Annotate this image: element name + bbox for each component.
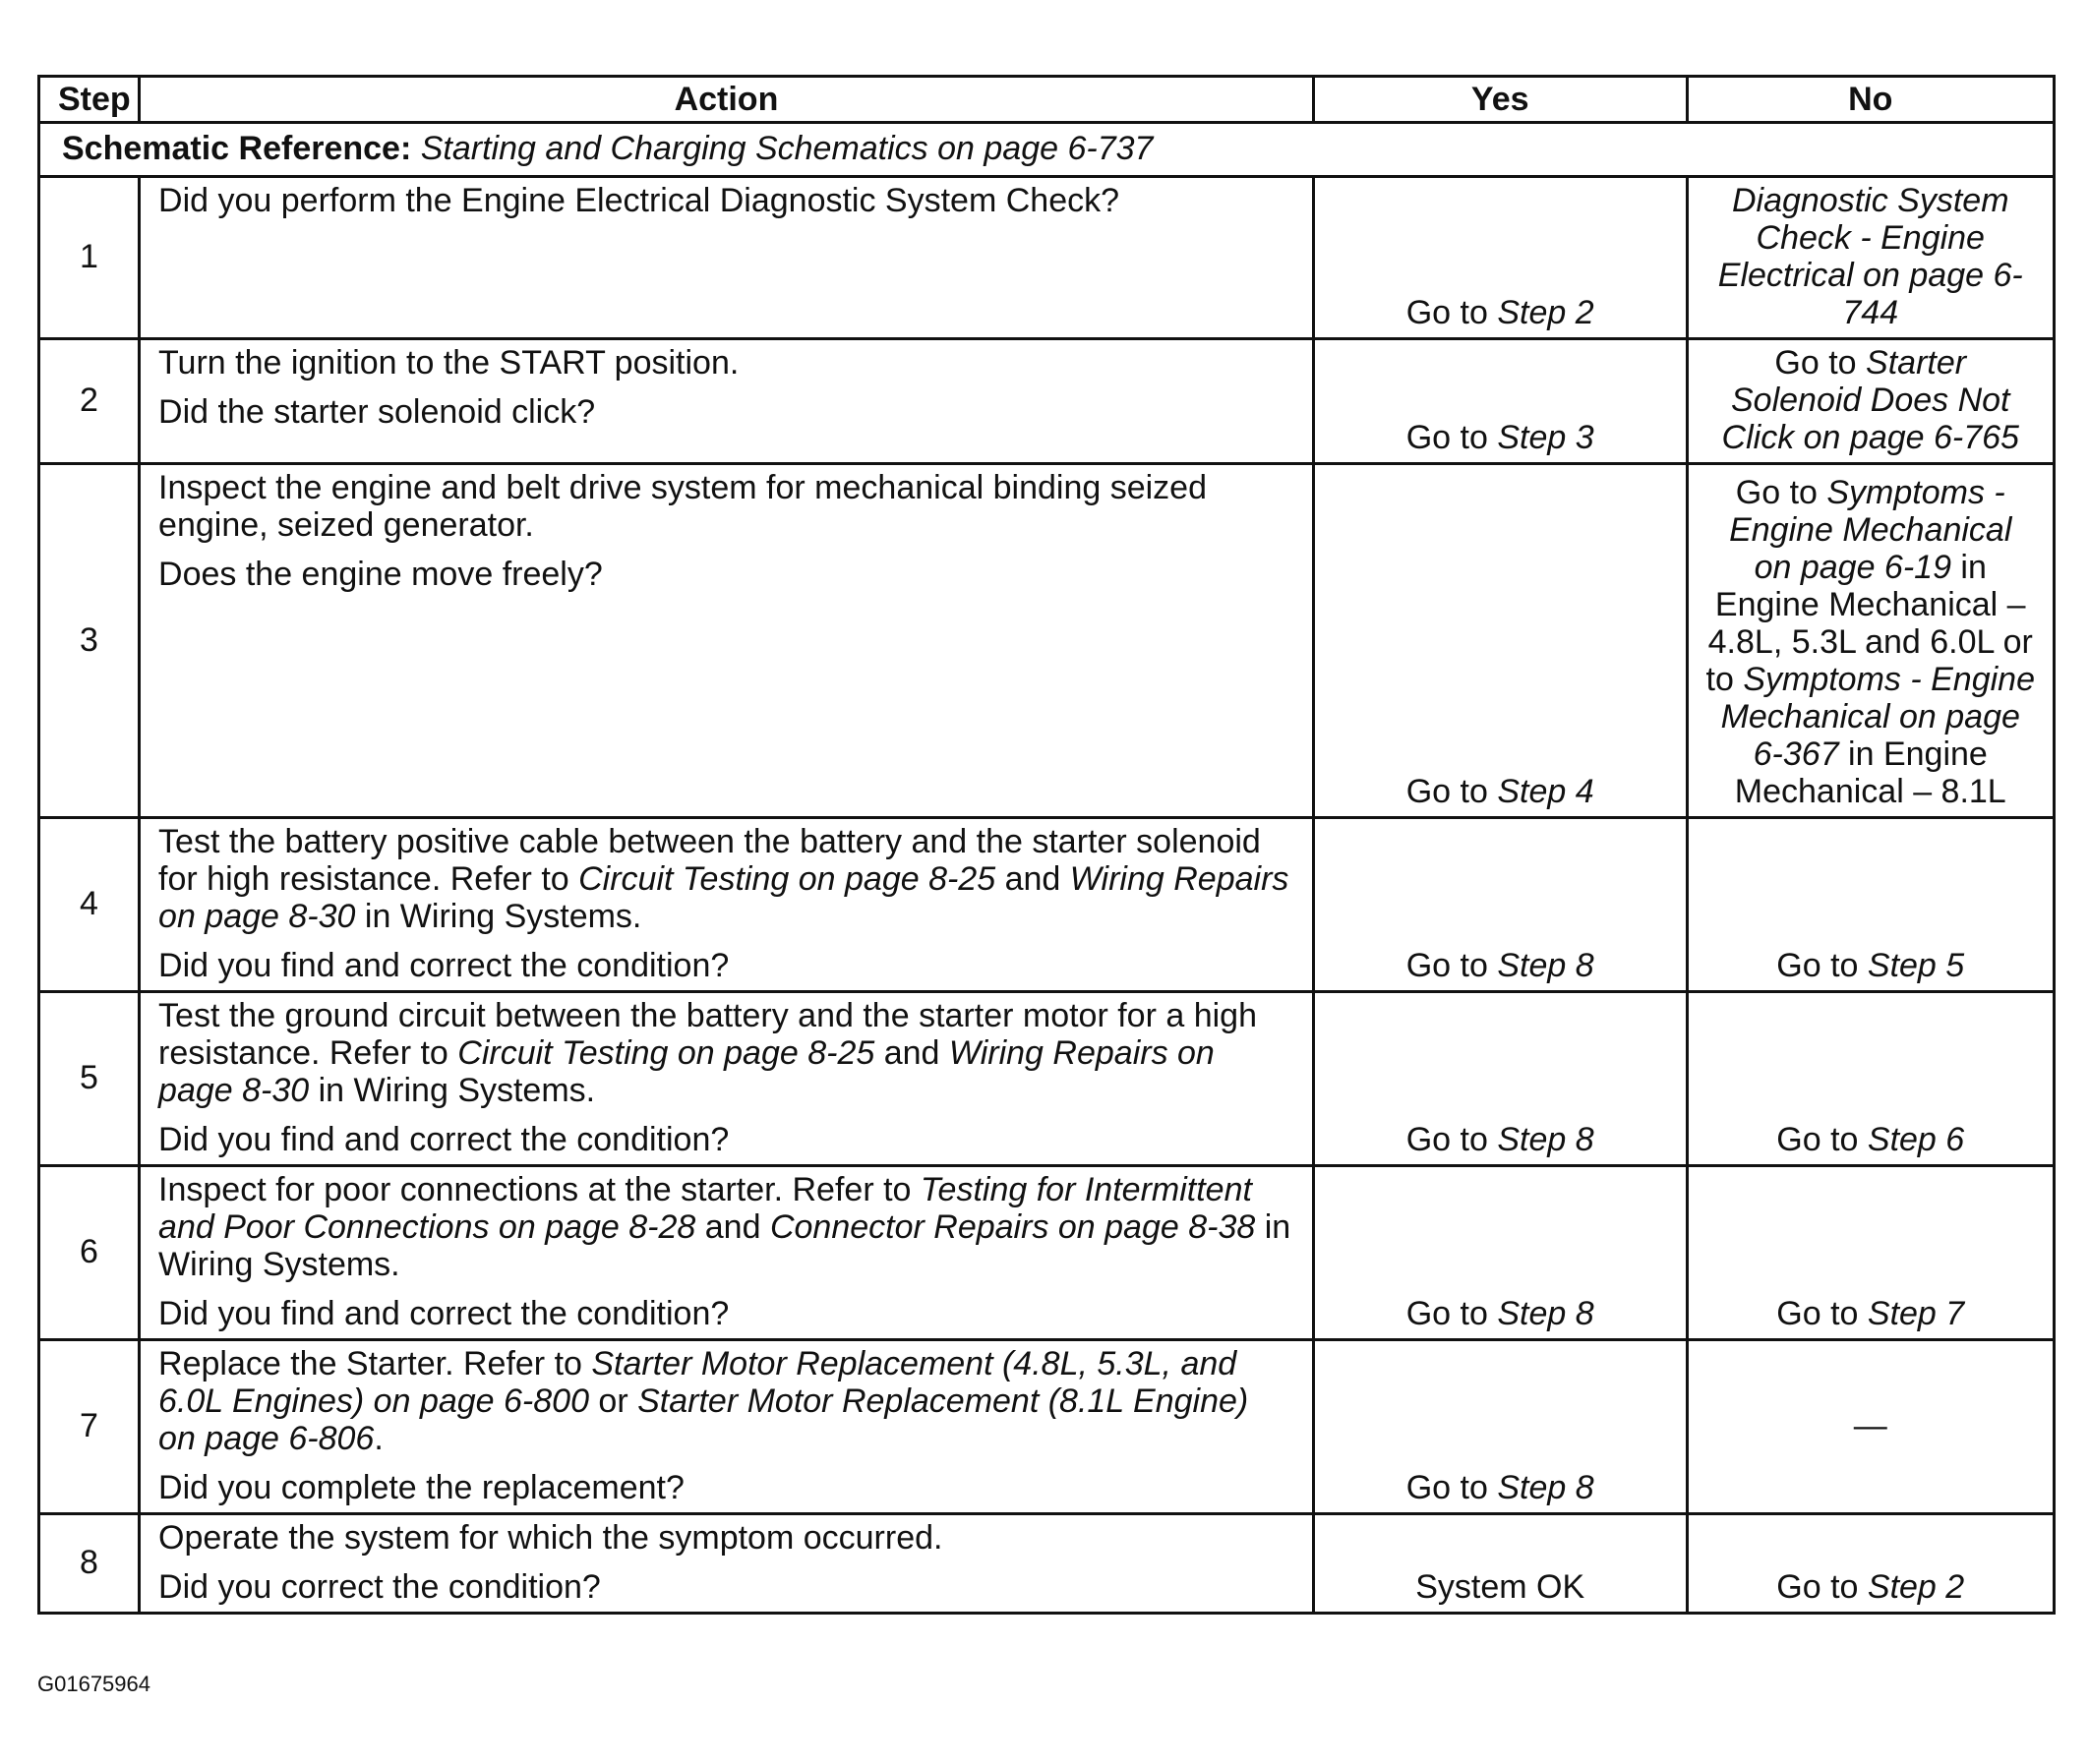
action-instruction	[158, 823, 1294, 935]
action-instruction	[158, 997, 1294, 1109]
cell-text: Inspect the engine and belt drive system for mechanical binding seized engine, seized generator.	[158, 469, 1207, 544]
action-instruction	[158, 469, 1294, 544]
cross-reference-link[interactable]: Starter Motor Replacement (4.8L, 5.3L, and 6.0L Engines) on page 6-800	[158, 1345, 1237, 1420]
cross-reference-link[interactable]: Step 2	[1867, 1568, 1965, 1606]
cell-text: Does the engine move freely?	[158, 556, 603, 593]
step-number: 8	[39, 1514, 140, 1614]
step-number: 4	[39, 818, 140, 992]
action-question	[158, 556, 1294, 593]
figure-id: G01675964	[37, 1672, 150, 1696]
no-cell	[1687, 464, 2055, 818]
step-number: 1	[39, 177, 140, 339]
cell-text: Did you find and correct the condition?	[158, 947, 730, 984]
cross-reference-link[interactable]: Circuit Testing on page 8-25	[457, 1034, 875, 1072]
cell-text: —	[1853, 1407, 1887, 1444]
cross-reference-link[interactable]: Step 2	[1497, 294, 1594, 331]
no-cell	[1687, 339, 2055, 464]
reference-label: Schematic Reference:	[62, 130, 412, 167]
cross-reference-link[interactable]: Step 8	[1497, 1469, 1594, 1506]
cell-text: Go to	[1774, 344, 1867, 382]
table-row	[39, 177, 2055, 339]
cell-text: in Wiring Systems.	[158, 1208, 1291, 1283]
cell-text: Test the battery positive cable between the battery and the starter solenoid for high resistance. Refer to	[158, 823, 1261, 898]
table-row	[39, 1514, 2055, 1614]
cell-text: and	[874, 1034, 949, 1072]
header-no: No	[1687, 77, 2055, 123]
action-question	[158, 393, 1294, 431]
action-question	[158, 947, 1294, 984]
cell-text: Go to	[1405, 773, 1498, 810]
cell-text: .	[374, 1420, 384, 1457]
reference-link[interactable]: Starting and Charging Schematics on page 6-737	[420, 130, 1154, 167]
yes-cell	[1313, 177, 1687, 339]
header-action: Action	[140, 77, 1314, 123]
action-instruction	[158, 182, 1294, 219]
action-cell	[140, 1340, 1314, 1514]
cross-reference-link[interactable]: Starter Solenoid Does Not Click on page 6-765	[1721, 344, 2019, 456]
cell-text: Operate the system for which the symptom occurred.	[158, 1519, 943, 1557]
header-yes: Yes	[1313, 77, 1687, 123]
cell-text: Go to	[1776, 1568, 1868, 1606]
cross-reference-link[interactable]: Step 5	[1867, 947, 1965, 984]
header-step: Step	[39, 77, 140, 123]
cell-text: in Wiring Systems.	[309, 1072, 596, 1109]
cell-text: Go to	[1405, 1121, 1498, 1158]
action-question	[158, 1121, 1294, 1158]
yes-cell	[1313, 1340, 1687, 1514]
table-row	[39, 1340, 2055, 1514]
table-body	[39, 123, 2055, 1614]
cell-text: Go to	[1776, 1121, 1868, 1158]
cross-reference-link[interactable]: Step 8	[1497, 947, 1594, 984]
cell-text: Did you complete the replacement?	[158, 1469, 685, 1506]
cell-text: Inspect for poor connections at the starter. Refer to	[158, 1171, 921, 1208]
yes-cell	[1313, 992, 1687, 1166]
no-cell	[1687, 1166, 2055, 1340]
no-cell	[1687, 1340, 2055, 1514]
cell-text: Go to	[1405, 294, 1498, 331]
cell-text: and	[695, 1208, 770, 1246]
cross-reference-link[interactable]: Connector Repairs on page 8-38	[769, 1208, 1256, 1246]
cell-text: in Wiring Systems.	[355, 898, 642, 935]
cell-text: or	[588, 1382, 638, 1420]
step-number: 5	[39, 992, 140, 1166]
action-question	[158, 1568, 1294, 1606]
cell-text: Go to	[1405, 419, 1498, 456]
reference-row	[39, 123, 2055, 177]
cell-text: in Engine Mechanical – 8.1L	[1734, 735, 2006, 810]
no-cell	[1687, 818, 2055, 992]
cell-text: Did you perform the Engine Electrical Diagnostic System Check?	[158, 182, 1120, 219]
table-row	[39, 339, 2055, 464]
step-number: 7	[39, 1340, 140, 1514]
step-number: 2	[39, 339, 140, 464]
table-row	[39, 818, 2055, 992]
cell-text: Go to	[1405, 1295, 1498, 1332]
action-cell	[140, 1166, 1314, 1340]
header-row	[39, 77, 2055, 123]
cross-reference-link[interactable]: Testing for Intermittent and Poor Connections on page 8-28	[158, 1171, 1252, 1246]
cross-reference-link[interactable]: Step 3	[1497, 419, 1594, 456]
cross-reference-link[interactable]: Circuit Testing on page 8-25	[578, 860, 996, 898]
cell-text: in Engine Mechanical – 4.8L, 5.3L and 6.0L or to	[1705, 549, 2033, 698]
yes-cell	[1313, 818, 1687, 992]
cell-text: Go to	[1776, 947, 1868, 984]
action-cell	[140, 339, 1314, 464]
cell-text: Go to	[1735, 474, 1827, 511]
no-cell	[1687, 1514, 2055, 1614]
cross-reference-link[interactable]: Wiring Repairs on page 8-30	[158, 860, 1289, 935]
table-row	[39, 464, 2055, 818]
cell-text: Did the starter solenoid click?	[158, 393, 596, 431]
cell-text: Go to	[1405, 947, 1498, 984]
action-question	[158, 1295, 1294, 1332]
cell-text: Go to	[1405, 1469, 1498, 1506]
cell-text: Turn the ignition to the START position.	[158, 344, 740, 382]
cross-reference-link[interactable]: Symptoms - Engine Mechanical on page 6-19	[1729, 474, 2012, 586]
step-number: 6	[39, 1166, 140, 1340]
cross-reference-link[interactable]: Step 8	[1497, 1295, 1594, 1332]
action-cell	[140, 177, 1314, 339]
cell-text: Did you find and correct the condition?	[158, 1295, 730, 1332]
table-row	[39, 992, 2055, 1166]
cell-text: Did you correct the condition?	[158, 1568, 601, 1606]
action-instruction	[158, 344, 1294, 382]
diagnostic-table	[37, 75, 2056, 1615]
no-cell	[1687, 177, 2055, 339]
table-row	[39, 1166, 2055, 1340]
action-instruction	[158, 1519, 1294, 1557]
cell-text: System OK	[1415, 1568, 1585, 1606]
yes-cell	[1313, 1166, 1687, 1340]
cell-text: Replace the Starter. Refer to	[158, 1345, 592, 1382]
cross-reference-link[interactable]: Starter Motor Replacement (8.1L Engine) on page 6-806	[158, 1382, 1249, 1457]
cell-text: and	[995, 860, 1070, 898]
action-cell	[140, 464, 1314, 818]
cell-text: Go to	[1776, 1295, 1868, 1332]
yes-cell	[1313, 1514, 1687, 1614]
action-question	[158, 1469, 1294, 1506]
cross-reference-link[interactable]: Symptoms - Engine Mechanical on page 6-367	[1720, 661, 2035, 773]
cross-reference-link[interactable]: Diagnostic System Check - Engine Electrical on page 6-744	[1717, 182, 2023, 331]
action-cell	[140, 1514, 1314, 1614]
cell-text: Test the ground circuit between the battery and the starter motor for a high resistance. Refer to	[158, 997, 1257, 1072]
cross-reference-link[interactable]: Step 4	[1497, 773, 1594, 810]
cross-reference-link[interactable]: Step 6	[1867, 1121, 1965, 1158]
cell-text: Did you find and correct the condition?	[158, 1121, 730, 1158]
cross-reference-link[interactable]: Step 8	[1497, 1121, 1594, 1158]
cross-reference-link[interactable]: Step 7	[1867, 1295, 1965, 1332]
cross-reference-link[interactable]: Wiring Repairs on page 8-30	[158, 1034, 1215, 1109]
schematic-reference	[39, 123, 2055, 177]
action-cell	[140, 818, 1314, 992]
action-instruction	[158, 1171, 1294, 1283]
action-instruction	[158, 1345, 1294, 1457]
no-cell	[1687, 992, 2055, 1166]
yes-cell	[1313, 339, 1687, 464]
step-number: 3	[39, 464, 140, 818]
action-cell	[140, 992, 1314, 1166]
yes-cell	[1313, 464, 1687, 818]
